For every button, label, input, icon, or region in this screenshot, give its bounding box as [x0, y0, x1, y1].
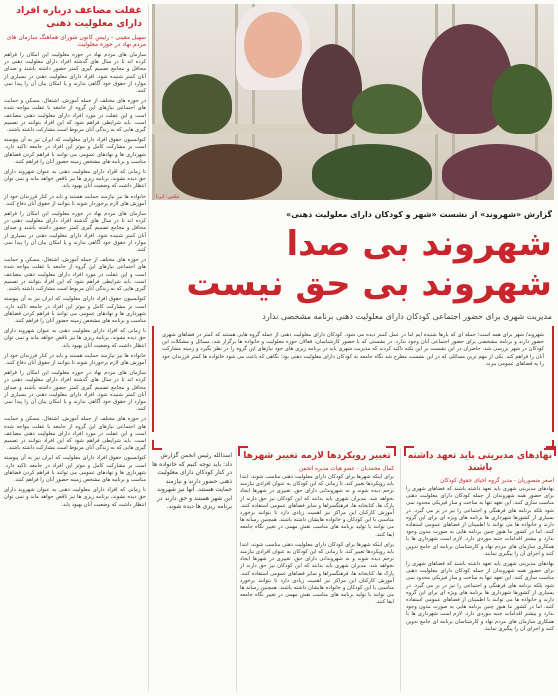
bracket-decoration — [404, 446, 414, 456]
hero-photo — [152, 4, 554, 200]
lead-box — [152, 326, 554, 432]
headline-line-1: شهروند بی صدا — [286, 224, 552, 264]
side-paragraph: کنوانسیون حقوق افراد دارای معلولیت که ایران نیز به آن پیوسته است بر مشارکت کامل و موثر این افراد در جامعه تاکید دارد. شهرداری ها و نهادهای عمومی می توانند با فراهم کردن فضاهای مناسب و برنامه های مشخص زمینه حضور آنان را فراهم کنند. — [4, 296, 146, 324]
pull-quote: اسدالله رئیس انجمن گزارش داد: باید توجه کنیم که خانواده ها در کنار کودکان دارای معلولیت ذهنی حضور دارند و نیازمند حمایت هستند. آنها نیز شهروند این شهر هستند و حق دارند در برنامه ریزی ها دیده شوند. — [152, 452, 232, 510]
column-title: تغییر رویکردها لازمه تغییر شهرها — [243, 451, 391, 461]
rubric: گزارش «شهروند» از نشست «شهر و کودکان دارای معلولیت ذهنی» — [286, 210, 552, 219]
bracket-decoration — [152, 440, 162, 450]
side-paragraph: در حوزه های مختلف از جمله آموزش، اشتغال، مسکن و حمایت های اجتماعی نیازهای این گروه از جامعه با غفلت مواجه شده است و این غفلت در مورد افراد دارای معلولیت ذهنی مضاعف است. باید شرایطی فراهم شود که این افراد بتوانند در تصمیم گیری هایی که به زندگی آنان مربوط است مشارکت داشته باشند. — [4, 257, 146, 293]
column-paragraph: نهادهای مدیریتی شهری باید تعهد داشته باشند که فضاهای شهری را برای حضور همه شهروندان از جمله کودکان دارای معلولیت ذهنی مناسب سازی کنند. این تعهد تنها به ساخت و ساز فیزیکی محدود نمی شود بلکه برنامه های فرهنگی و اجتماعی را نیز در بر می گیرد. در بسیاری از کشورها شهرداری ها برنامه های ویژه ای برای این گروه دارند و خانواده ها می توانند با اطمینان از فضاهای عمومی استفاده کنند. اما در کشور ما هنوز چنین برنامه هایی به صورت مدون وجود ندارد و بیشتر اقدامات جنبه موردی دارد. لازم است شهرداری ها با همکاری سازمان های مردم نهاد و کارشناسان برنامه ای جامع تدوین کنند و اجرای آن را پیگیری نمایند. — [406, 486, 554, 557]
side-paragraph: کنوانسیون حقوق افراد دارای معلولیت که ایران نیز به آن پیوسته است بر مشارکت کامل و موثر این افراد در جامعه تاکید دارد. شهرداری ها و نهادهای عمومی می توانند با فراهم کردن فضاهای مناسب و برنامه های مشخص زمینه حضور آنان را فراهم کنند. — [4, 137, 146, 165]
column-paragraph: برای اینکه شهرها برای کودکان دارای معلولیت ذهنی مناسب شوند، ابتدا باید رویکردها تغییر کند. تا زمانی که این کودکان به عنوان افرادی نیازمند ترحم دیده شوند و نه شهروندانی دارای حق، تغییری در شهرها ایجاد نخواهد شد. مدیران شهری باید بدانند که این کودکان نیز حق دارند از پارک ها، کتابخانه ها، فرهنگسراها و سایر فضاهای عمومی استفاده کنند. آموزش کارکنان این مراکز نیز اهمیت زیادی دارد تا بتوانند برخورد مناسبی با این کودکان و خانواده هایشان داشته باشند. همچنین رسانه ها می توانند با تولید برنامه های مناسب نقش مهمی در تغییر نگاه جامعه ایفا کنند. — [240, 474, 394, 538]
child-face — [244, 12, 302, 78]
side-paragraph: خانواده ها نیز نیازمند حمایت هستند و باید در کنار فرزندان خود از آموزش های لازم برخوردار شوند تا بتوانند از حقوق آنان دفاع کنند. — [4, 352, 146, 366]
column-middle — [240, 450, 394, 610]
column-byline: اصغر منصوریان - مدیر گروه احیای حقوق کودکان — [440, 478, 554, 484]
plant-leaves — [442, 144, 552, 200]
photo-credit: عکس: ایرنا — [156, 194, 180, 200]
side-paragraph: سازمان های مردم نهاد در حوزه معلولیت این امکان را فراهم کرده اند تا در سال های گذشته افراد دارای معلولیت ذهنی در محافل و مجامع تصمیم گیری کمتر حضور داشته باشند و صدای آنان کمتر شنیده شود. افراد دارای معلولیت ذهنی در بسیاری از موارد از حقوق خود آگاهی ندارند و یا امکان بیان آن را پیدا نمی کنند. — [4, 52, 146, 95]
plant-leaves — [352, 84, 422, 134]
column-body — [240, 474, 394, 607]
side-paragraph: تا زمانی که افراد دارای معلولیت ذهنی به عنوان شهروند دارای حق دیده نشوند، برنامه ریزی ها نیز ناقص خواهد ماند و نمی توان انتظار داشت که وضعیت آنان بهبود یابد. — [4, 169, 146, 190]
plant-leaves — [162, 74, 232, 134]
main-headline — [156, 224, 552, 304]
column-paragraph: نهادهای مدیریتی شهری باید تعهد داشته باشند که فضاهای شهری را برای حضور همه شهروندان از جمله کودکان دارای معلولیت ذهنی مناسب سازی کنند. این تعهد تنها به ساخت و ساز فیزیکی محدود نمی شود بلکه برنامه های فرهنگی و اجتماعی را نیز در بر می گیرد. در بسیاری از کشورها شهرداری ها برنامه های ویژه ای برای این گروه دارند و خانواده ها می توانند با اطمینان از فضاهای عمومی استفاده کنند. اما در کشور ما هنوز چنین برنامه هایی به صورت مدون وجود ندارد و بیشتر اقدامات جنبه موردی دارد. لازم است شهرداری ها با همکاری سازمان های مردم نهاد و کارشناسان برنامه ای جامع تدوین کنند و اجرای آن را پیگیری نمایند. — [406, 561, 554, 632]
headline-line-2: شهروند بی حق نیست — [186, 264, 552, 304]
side-paragraph: در حوزه های مختلف از جمله آموزش، اشتغال، مسکن و حمایت های اجتماعی نیازهای این گروه از جامعه با غفلت مواجه شده است و این غفلت در مورد افراد دارای معلولیت ذهنی مضاعف است. باید شرایطی فراهم شود که این افراد بتوانند در تصمیم گیری هایی که به زندگی آنان مربوط است مشارکت داشته باشند. — [4, 416, 146, 452]
side-body — [4, 52, 146, 509]
lead-text: شهروند/ شهر برای همه است؛ جمله ای که بارها شنیده ایم اما در عمل کمتر دیده می شود. کودکان دارای معلولیت ذهنی از جمله گروه هایی هستند که کمتر در فضاهای شهری حضور دارند و برنامه مشخصی برای حضور اجتماعی آنان وجود ندارد. در نشستی که با حضور کارشناسان، فعالان حوزه معلولیت و خانواده ها برگزار شد، مسائل و مشکلات این کودکان در شهر بررسی شد. حاضران در این نشست بر این نکته تاکید کردند که مدیریت شهری باید در برنامه ریزی های خود نیازهای این گروه را در نظر بگیرد و زمینه مشارکت آنان را فراهم کند. یکی از مهم ترین مسائلی که در این نشست مطرح شد نگاه جامعه به کودکان دارای معلولیت ذهنی بود؛ نگاهی که باعث می شود خانواده ها کمتر فرزندان خود را به فضاهای عمومی ببرند. — [162, 332, 544, 367]
column-body — [406, 486, 554, 633]
side-paragraph: تا زمانی که افراد دارای معلولیت ذهنی به عنوان شهروند دارای حق دیده نشوند، برنامه ریزی ها نیز ناقص خواهد ماند و نمی توان انتظار داشت که وضعیت آنان بهبود یابد. — [4, 328, 146, 349]
plant-leaves — [312, 144, 432, 200]
column-divider — [236, 448, 237, 692]
column-byline: کمال محمدیان - عضو هیات مدیره انجمن — [299, 466, 394, 472]
bracket-decoration — [386, 446, 396, 456]
plant-leaves — [172, 144, 282, 200]
bracket-decoration — [546, 446, 556, 456]
side-byline: سهیل معینی - رئیس کانون شورای هماهنگ سازمان های مردم نهاد در حوزه معلولیت — [6, 34, 146, 48]
side-paragraph: کنوانسیون حقوق افراد دارای معلولیت که ایران نیز به آن پیوسته است بر مشارکت کامل و موثر این افراد در جامعه تاکید دارد. شهرداری ها و نهادهای عمومی می توانند با فراهم کردن فضاهای مناسب و برنامه های مشخص زمینه حضور آنان را فراهم کنند. — [4, 455, 146, 483]
bracket-decoration — [238, 446, 248, 456]
column-title: نهادهای مدیریتی باید تعهد داشته باشند — [407, 451, 553, 473]
side-paragraph: سازمان های مردم نهاد در حوزه معلولیت این امکان را فراهم کرده اند تا در سال های گذشته افراد دارای معلولیت ذهنی در محافل و مجامع تصمیم گیری کمتر حضور داشته باشند و صدای آنان کمتر شنیده شود. افراد دارای معلولیت ذهنی در بسیاری از موارد از حقوق خود آگاهی ندارند و یا امکان بیان آن را پیدا نمی کنند. — [4, 211, 146, 254]
side-column — [4, 4, 146, 692]
side-paragraph: تا زمانی که افراد دارای معلولیت ذهنی به عنوان شهروند دارای حق دیده نشوند، برنامه ریزی ها نیز ناقص خواهد ماند و نمی توان انتظار داشت که وضعیت آنان بهبود یابد. — [4, 487, 146, 508]
column-right — [406, 450, 554, 636]
sub-headline: مدیریت شهری برای حضور اجتماعی کودکان دارای معلولیت ذهنی برنامه مشخصی ندارد — [262, 312, 552, 321]
column-paragraph: برای اینکه شهرها برای کودکان دارای معلولیت ذهنی مناسب شوند، ابتدا باید رویکردها تغییر کند. تا زمانی که این کودکان به عنوان افرادی نیازمند ترحم دیده شوند و نه شهروندانی دارای حق، تغییری در شهرها ایجاد نخواهد شد. مدیران شهری باید بدانند که این کودکان نیز حق دارند از پارک ها، کتابخانه ها، فرهنگسراها و سایر فضاهای عمومی استفاده کنند. آموزش کارکنان این مراکز نیز اهمیت زیادی دارد تا بتوانند برخورد مناسبی با این کودکان و خانواده هایشان داشته باشند. همچنین رسانه ها می توانند با تولید برنامه های مناسب نقش مهمی در تغییر نگاه جامعه ایفا کنند. — [240, 541, 394, 606]
plant-leaves — [492, 64, 552, 134]
side-title: غفلت مضاعف درباره افراد دارای معلولیت ذهنی — [16, 5, 142, 29]
side-paragraph: خانواده ها نیز نیازمند حمایت هستند و باید در کنار فرزندان خود از آموزش های لازم برخوردار شوند تا بتوانند از حقوق آنان دفاع کنند. — [4, 193, 146, 207]
column-divider — [400, 448, 401, 692]
side-paragraph: در حوزه های مختلف از جمله آموزش، اشتغال، مسکن و حمایت های اجتماعی نیازهای این گروه از جامعه با غفلت مواجه شده است و این غفلت در مورد افراد دارای معلولیت ذهنی مضاعف است. باید شرایطی فراهم شود که این افراد بتوانند در تصمیم گیری هایی که به زندگی آنان مربوط است مشارکت داشته باشند. — [4, 98, 146, 134]
side-paragraph: سازمان های مردم نهاد در حوزه معلولیت این امکان را فراهم کرده اند تا در سال های گذشته افراد دارای معلولیت ذهنی در محافل و مجامع تصمیم گیری کمتر حضور داشته باشند و صدای آنان کمتر شنیده شود. افراد دارای معلولیت ذهنی در بسیاری از موارد از حقوق خود آگاهی ندارند و یا امکان بیان آن را پیدا نمی کنند. — [4, 370, 146, 413]
column-divider — [148, 4, 149, 692]
